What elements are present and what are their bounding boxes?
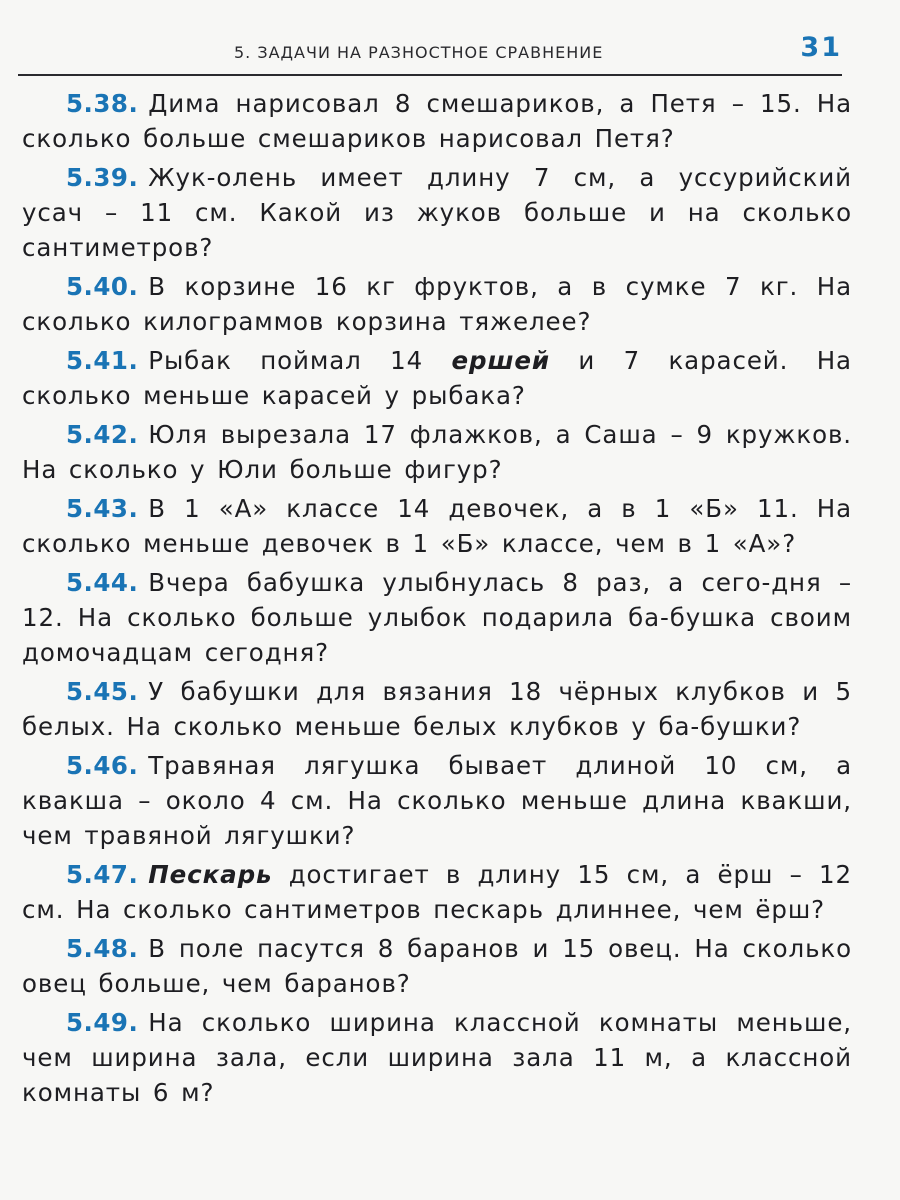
problem-number: 5.39. [66,163,139,192]
problem-5-49 [22,1005,852,1110]
problem-text: У бабушки для вязания 18 чёрных клубков и 5 белых. На сколько меньше белых клубков у ба-бушки? [22,677,852,741]
emphasized-term: ершей [451,346,550,375]
problem-text: В корзине 16 кг фруктов, а в сумке 7 кг. На сколько килограммов корзина тяжелее? [22,272,852,336]
problem-5-40 [22,269,852,339]
problem-text: Юля вырезала 17 флажков, а Саша – 9 кружков. На сколько у Юли больше фигур? [22,420,852,484]
problem-text: В поле пасутся 8 баранов и 15 овец. На сколько овец больше, чем баранов? [22,934,852,998]
problem-text-before: Рыбак поймал 14 [148,346,424,375]
problem-5-46 [22,748,852,853]
problem-text: На сколько ширина классной комнаты меньше, чем ширина зала, если ширина зала 11 м, а классной комнаты 6 м? [22,1008,852,1107]
chapter-title: 5. ЗАДАЧИ НА РАЗНОСТНОЕ СРАВНЕНИЕ [234,43,604,62]
problem-5-48 [22,931,852,1001]
problem-text: Травяная лягушка бывает длиной 10 см, а квакша – около 4 см. На сколько меньше длина квакши, чем травяной лягушки? [22,751,852,850]
problem-text-after: и 7 карасей. На сколько меньше карасей у рыбака? [22,346,852,410]
problem-number: 5.40. [66,272,139,301]
problem-number: 5.41. [66,346,139,375]
problem-5-42 [22,417,852,487]
problem-number: 5.46. [66,751,139,780]
problem-number: 5.44. [66,568,139,597]
problem-number: 5.45. [66,677,139,706]
problem-text-after: достигает в длину 15 см, а ёрш – 12 см. На сколько сантиметров пескарь длиннее, чем ёрш? [22,860,852,924]
problem-5-44 [22,565,852,670]
problem-number: 5.38. [66,89,139,118]
problem-5-43 [22,491,852,561]
page-header [18,30,842,76]
problem-text: Жук-олень имеет длину 7 см, а уссурийский усач – 11 см. Какой из жуков больше и на сколько сантиметров? [22,163,852,262]
problem-text: Вчера бабушка улыбнулась 8 раз, а сего-дня – 12. На сколько больше улыбок подарила ба-бушка своим домочадцам сегодня? [22,568,852,667]
problem-5-41 [22,343,852,413]
page-number: 31 [800,32,842,63]
problem-number: 5.43. [66,494,139,523]
problem-5-47 [22,857,852,927]
problem-5-38 [22,86,852,156]
problem-5-45 [22,674,852,744]
emphasized-term: Пескарь [148,860,273,889]
problem-text: Дима нарисовал 8 смешариков, а Петя – 15. На сколько больше смешариков нарисовал Петя? [22,89,852,153]
problem-list [22,86,852,1114]
problem-5-39 [22,160,852,265]
problem-number: 5.49. [66,1008,139,1037]
problem-number: 5.47. [66,860,139,889]
problem-text: В 1 «А» классе 14 девочек, а в 1 «Б» 11. На сколько меньше девочек в 1 «Б» классе, чем в 1 «А»? [22,494,852,558]
problem-number: 5.42. [66,420,139,449]
problem-number: 5.48. [66,934,139,963]
